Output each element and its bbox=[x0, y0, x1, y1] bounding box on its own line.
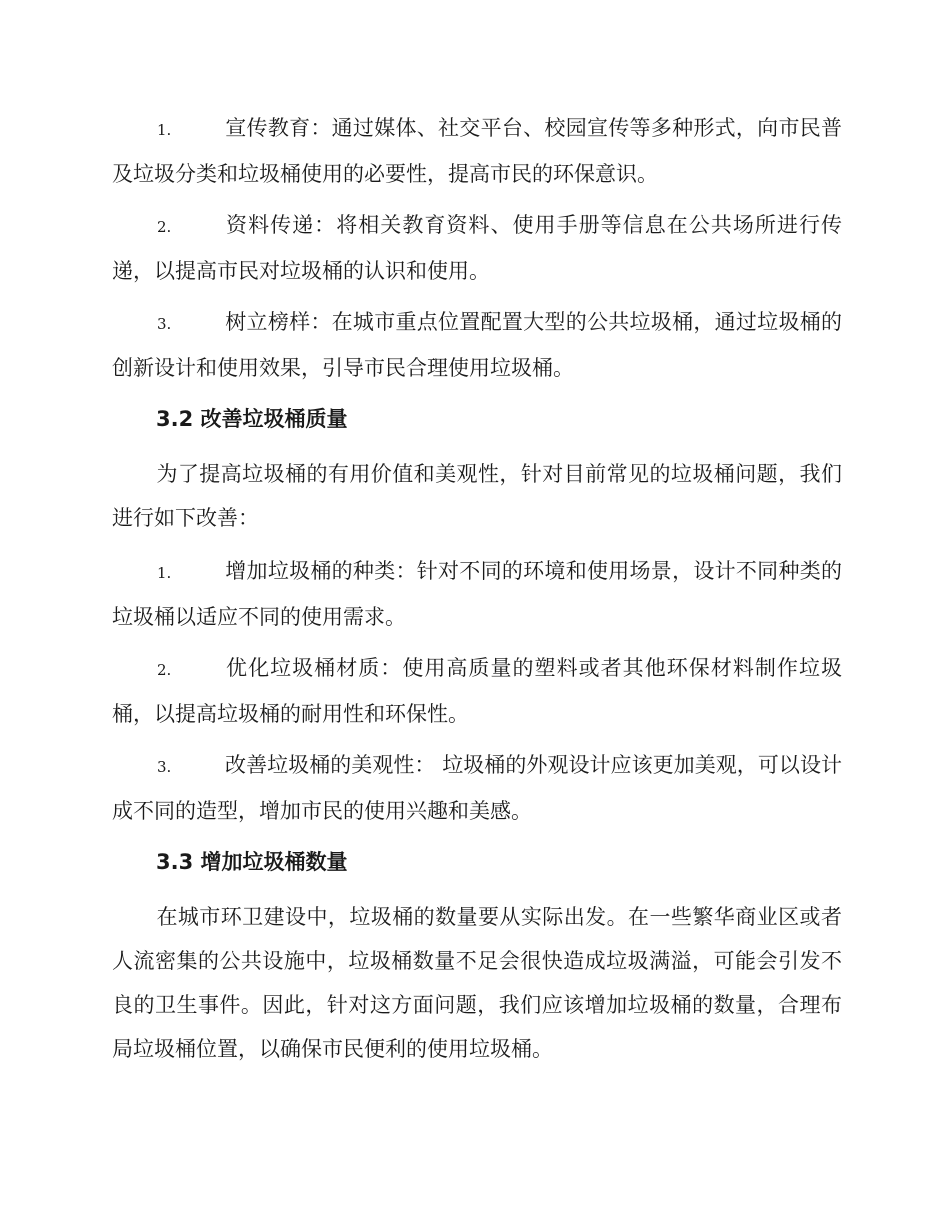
list-item bbox=[112, 646, 842, 736]
list-item bbox=[112, 106, 842, 196]
list-text: 宣传教育：通过媒体、社交平台、校园宣传等多种形式，向市民普及垃圾分类和垃圾桶使用的必要性，提高市民的环保意识。 bbox=[112, 116, 842, 186]
list-text: 改善垃圾桶的美观性： 垃圾桶的外观设计应该更加美观，可以设计成不同的造型，增加市民的使用兴趣和美感。 bbox=[112, 753, 842, 823]
list-item bbox=[112, 549, 842, 639]
paragraph bbox=[112, 452, 842, 540]
list-text: 优化垃圾桶材质：使用高质量的塑料或者其他环保材料制作垃圾桶，以提高垃圾桶的耐用性和环保性。 bbox=[112, 656, 842, 726]
list-number: 1. bbox=[157, 121, 172, 139]
list-item bbox=[112, 203, 842, 293]
list-text: 树立榜样：在城市重点位置配置大型的公共垃圾桶，通过垃圾桶的创新设计和使用效果，引导市民合理使用垃圾桶。 bbox=[112, 310, 842, 380]
paragraph bbox=[112, 895, 842, 1071]
list-number: 1. bbox=[157, 564, 172, 582]
list-number: 3. bbox=[157, 315, 172, 333]
list-number: 2. bbox=[157, 218, 172, 236]
section-heading: 3.3 增加垃圾桶数量 bbox=[156, 850, 348, 874]
paragraph-text: 为了提高垃圾桶的有用价值和美观性，针对目前常见的垃圾桶问题，我们进行如下改善： bbox=[112, 462, 842, 530]
list-text: 增加垃圾桶的种类：针对不同的环境和使用场景，设计不同种类的垃圾桶以适应不同的使用需求。 bbox=[112, 559, 842, 629]
paragraph-text: 在城市环卫建设中，垃圾桶的数量要从实际出发。在一些繁华商业区或者人流密集的公共设施中，垃圾桶数量不足会很快造成垃圾满溢，可能会引发不良的卫生事件。因此，针对这方面问题，我们应该增加垃圾桶的数量，合理布局垃圾桶位置，以确保市民便利的使用垃圾桶。 bbox=[112, 905, 842, 1061]
list-text: 资料传递：将相关教育资料、使用手册等信息在公共场所进行传递，以提高市民对垃圾桶的认识和使用。 bbox=[112, 213, 842, 283]
section-heading: 3.2 改善垃圾桶质量 bbox=[156, 407, 348, 431]
list-number: 3. bbox=[157, 758, 172, 776]
list-item bbox=[112, 300, 842, 390]
list-item bbox=[112, 743, 842, 833]
list-number: 2. bbox=[157, 661, 172, 679]
